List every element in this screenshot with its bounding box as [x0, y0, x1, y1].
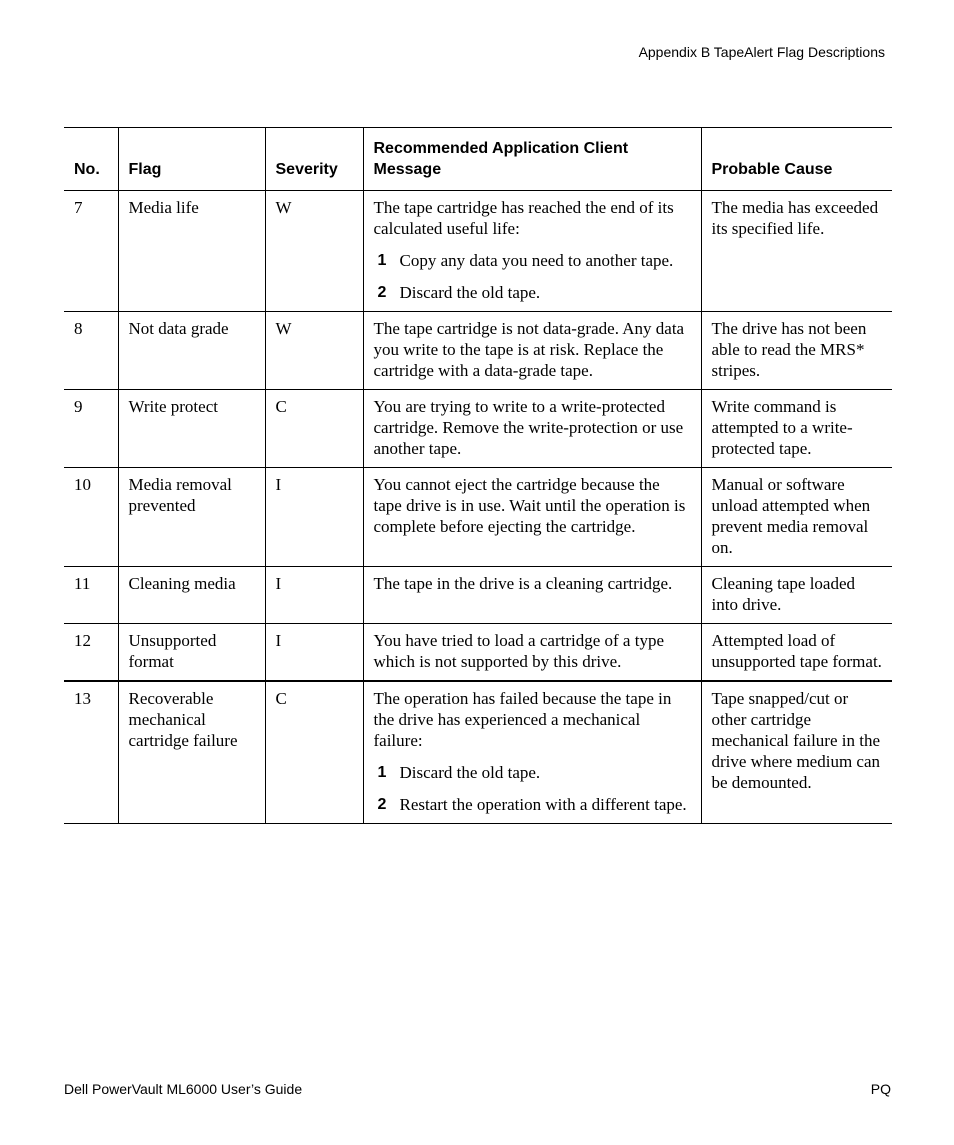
cell-message: The tape in the drive is a cleaning cartridge. — [363, 567, 701, 624]
step-number: 2 — [377, 284, 387, 301]
table-row — [64, 390, 892, 468]
cell-no: 7 — [74, 198, 83, 217]
cell-severity: C — [265, 681, 363, 824]
cell-message — [363, 191, 701, 312]
cell-cause: Manual or software unload attempted when prevent media removal on. — [701, 468, 892, 567]
cell-cause: The drive has not been able to read the MRS* stripes. — [701, 312, 892, 390]
cell-flag: Media life — [118, 191, 265, 312]
cell-no: 8 — [74, 319, 83, 338]
step-number: 2 — [377, 796, 387, 813]
running-head: Appendix B TapeAlert Flag Descriptions — [638, 44, 885, 60]
cell-no: 12 — [74, 631, 91, 650]
cell-flag: Write protect — [118, 390, 265, 468]
cell-severity: I — [265, 567, 363, 624]
cell-severity: C — [265, 390, 363, 468]
column-header-flag: Flag — [118, 128, 265, 191]
table-row — [64, 681, 892, 824]
cell-cause: The media has exceeded its specified life. — [701, 191, 892, 312]
table-row — [64, 191, 892, 312]
cell-flag: Media removal prevented — [118, 468, 265, 567]
step-list — [374, 762, 691, 815]
cell-flag: Unsupported format — [118, 624, 265, 682]
cell-message: You cannot eject the cartridge because the tape drive is in use. Wait until the operation is complete before ejecting the cartridge. — [363, 468, 701, 567]
step-text: Discard the old tape. — [399, 283, 541, 302]
cell-severity: I — [265, 624, 363, 682]
cell-message: You are trying to write to a write-protected cartridge. Remove the write-protection or use another tape. — [363, 390, 701, 468]
cell-flag: Recoverable mechanical cartridge failure — [118, 681, 265, 824]
column-header-cause: Probable Cause — [701, 128, 892, 191]
step-item — [374, 794, 691, 815]
column-header-message: Recommended Application Client Message — [363, 128, 701, 191]
column-header-no: No. — [74, 161, 100, 178]
footer-guide-title: Dell PowerVault ML6000 User’s Guide — [64, 1081, 303, 1097]
cell-message: The tape cartridge is not data-grade. Any data you write to the tape is at risk. Replace the cartridge with a data-grade tape. — [363, 312, 701, 390]
cell-no: 11 — [74, 574, 91, 593]
cell-cause: Cleaning tape loaded into drive. — [701, 567, 892, 624]
step-text: Discard the old tape. — [399, 763, 541, 782]
step-number: 1 — [377, 252, 387, 269]
step-item — [374, 282, 691, 303]
footer-page-number: PQ — [870, 1081, 891, 1097]
table-row — [64, 468, 892, 567]
cell-message — [363, 681, 701, 824]
step-text: Restart the operation with a different tape. — [399, 795, 687, 814]
cell-no: 9 — [74, 397, 83, 416]
message-text: The tape cartridge has reached the end of its calculated useful life: — [373, 198, 674, 238]
cell-no: 13 — [74, 689, 91, 708]
cell-no: 10 — [74, 475, 91, 494]
step-text: Copy any data you need to another tape. — [399, 251, 674, 270]
cell-flag: Cleaning media — [118, 567, 265, 624]
step-list — [374, 250, 691, 303]
step-item — [374, 762, 691, 783]
column-header-severity: Severity — [265, 128, 363, 191]
cell-cause: Tape snapped/cut or other cartridge mechanical failure in the drive where medium can be demounted. — [701, 681, 892, 824]
message-text: The operation has failed because the tape in the drive has experienced a mechanical failure: — [373, 689, 672, 750]
table-row — [64, 312, 892, 390]
table-row — [64, 624, 892, 682]
cell-severity: I — [265, 468, 363, 567]
tapealert-flag-table — [64, 127, 892, 824]
step-number: 1 — [377, 764, 387, 781]
cell-severity: W — [265, 312, 363, 390]
cell-cause: Write command is attempted to a write-protected tape. — [701, 390, 892, 468]
step-item — [374, 250, 691, 271]
cell-flag: Not data grade — [118, 312, 265, 390]
cell-message: You have tried to load a cartridge of a type which is not supported by this drive. — [363, 624, 701, 682]
table-header-row — [64, 128, 892, 191]
table-row — [64, 567, 892, 624]
cell-cause: Attempted load of unsupported tape format. — [701, 624, 892, 682]
cell-severity: W — [265, 191, 363, 312]
